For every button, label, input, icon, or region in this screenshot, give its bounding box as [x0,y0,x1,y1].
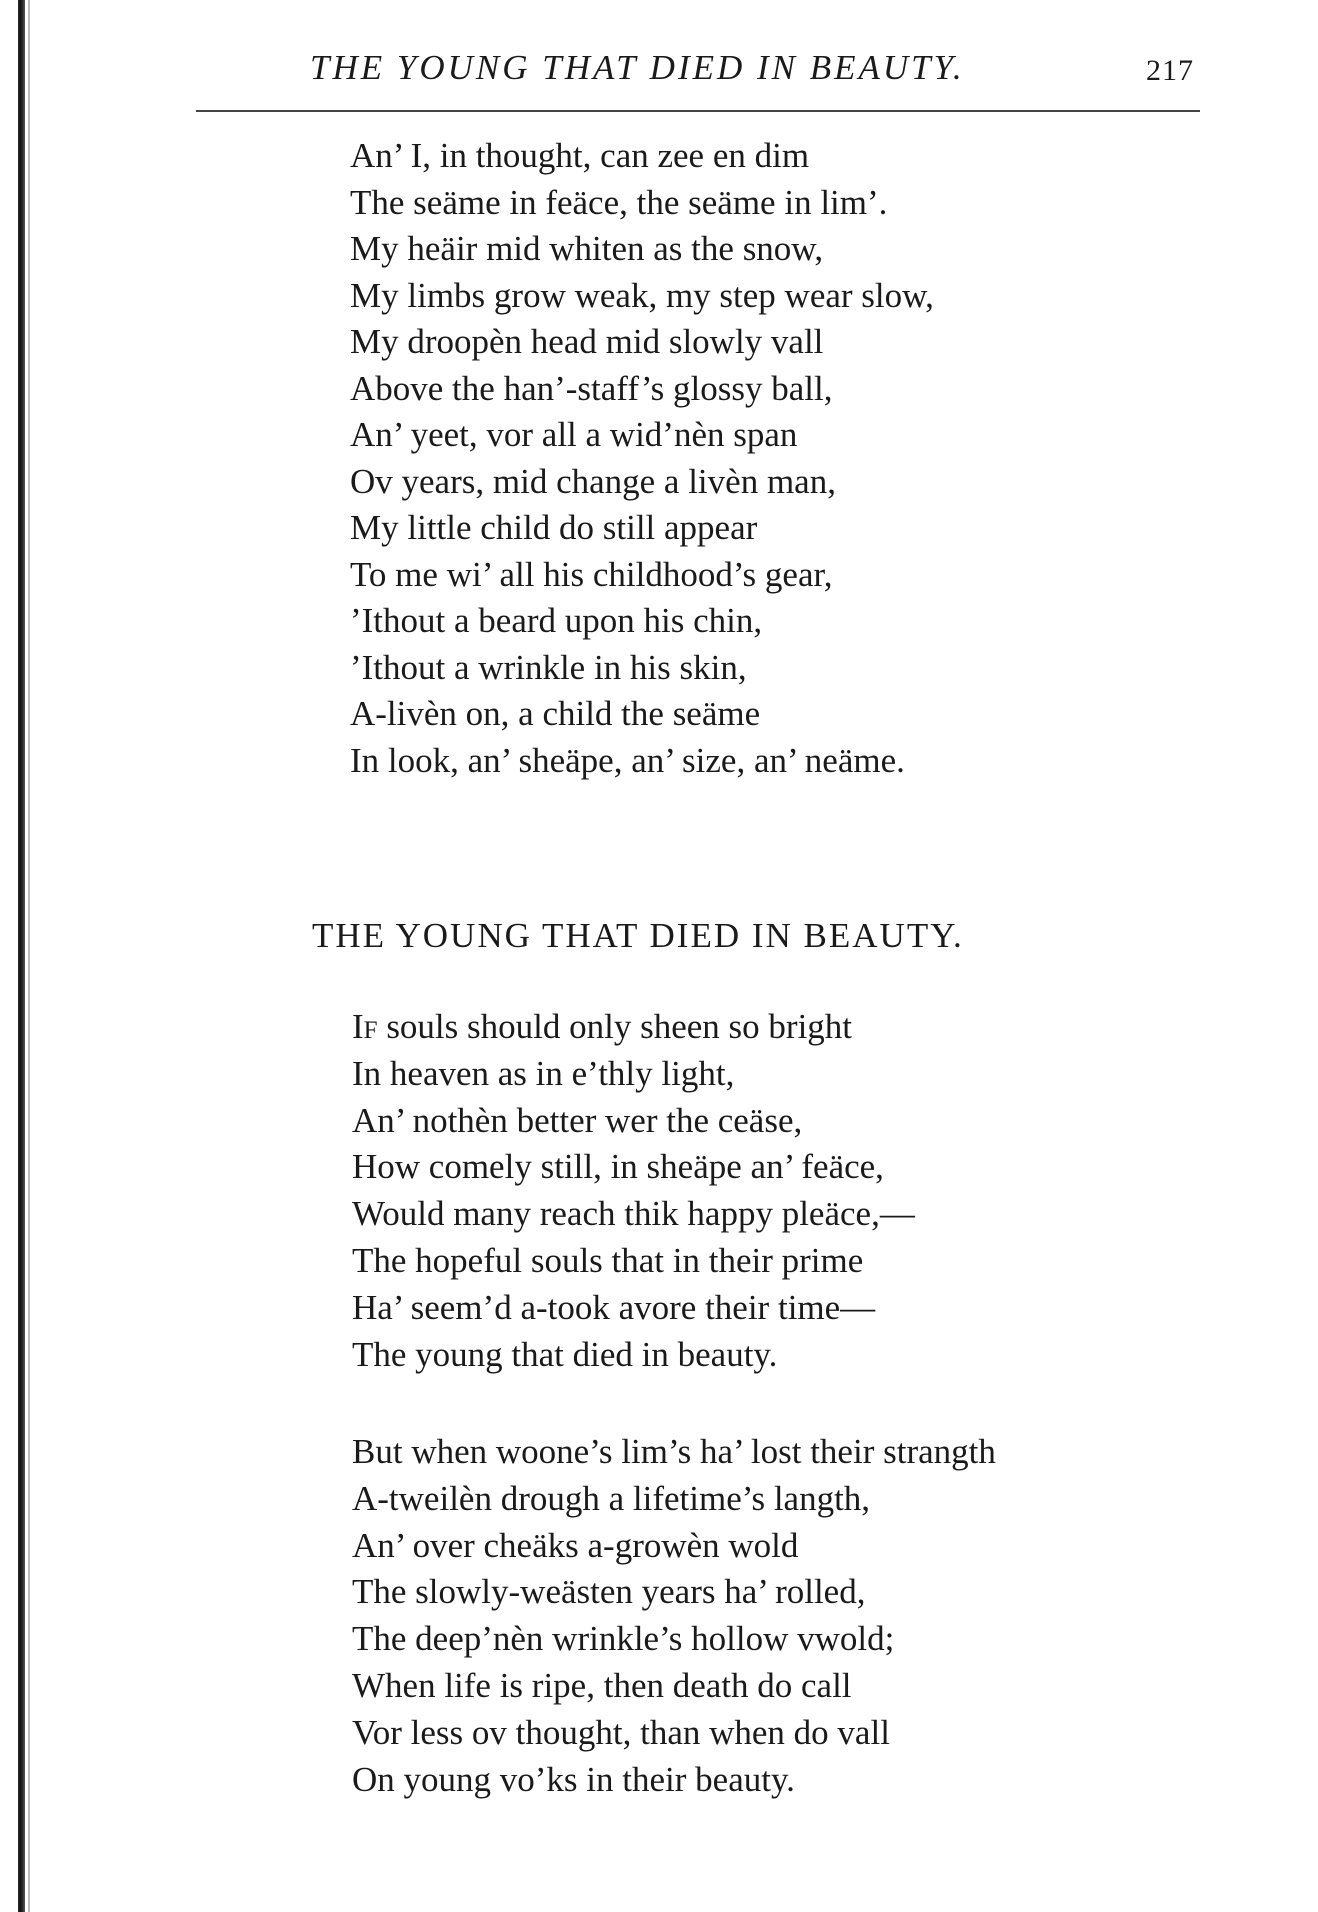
continued-stanza [350,133,934,784]
verse-line: An’ over cheäks a-growèn wold [352,1525,799,1565]
verse-line: When life is ripe, then death do call [352,1665,852,1705]
poem-title: THE YOUNG THAT DIED IN BEAUTY. [312,916,964,955]
verse-line: The hopeful souls that in their prime [352,1240,864,1280]
page-number: 217 [1146,54,1194,87]
verse-line: My heäir mid whiten as the snow, [350,229,824,268]
verse-line: But when woone’s lim’s ha’ lost their strangth [352,1432,996,1471]
verse-line: An’ nothèn better wer the ceäse, [352,1100,803,1140]
verse-line: A-livèn on, a child the seäme [350,694,761,733]
verse-line-first [352,1004,915,1051]
verse-line: Would many reach thik happy pleäce,— [352,1194,915,1234]
verse-line: The deep’nèn wrinkle’s hollow vwold; [352,1619,895,1659]
binding-edge [18,0,25,1912]
verse-line: The slowly-weästen years ha’ rolled, [352,1572,866,1612]
running-title: THE YOUNG THAT DIED IN BEAUTY. [310,48,965,87]
verse-line: To me wi’ all his childhood’s gear, [350,554,833,594]
verse-line: An’ yeet, vor all a wid’nèn span [350,415,798,454]
verse-line: An’ I, in thought, can zee en dim [350,136,810,175]
poem-stanza-1 [352,1004,915,1378]
initial-word: If [352,1007,378,1046]
poem-stanza-2 [352,1429,996,1803]
verse-line: In look, an’ sheäpe, an’ size, an’ neäme. [350,740,905,780]
verse-line: Vor less ov thought, than when do vall [352,1712,890,1752]
verse-line: My little child do still appear [350,508,758,547]
verse-line: How comely still, in sheäpe an’ feäce, [352,1147,884,1187]
verse-line: My limbs grow weak, my step wear slow, [350,275,934,315]
verse-line: My droopèn head mid slowly vall [350,322,824,361]
header-rule [196,110,1200,112]
binding-shadow [28,0,30,1912]
verse-line: The seäme in feäce, the seäme in lim’. [350,182,888,222]
verse-line: ’Ithout a beard upon his chin, [350,601,763,640]
verse-line: ’Ithout a wrinkle in his skin, [350,647,747,687]
verse-line: The young that died in beauty. [352,1334,778,1374]
verse-line: On young vo’ks in their beauty. [352,1759,795,1799]
first-line-rest: souls should only sheen so bright [377,1007,853,1046]
verse-line: A-tweilèn drough a lifetime’s langth, [352,1478,871,1518]
verse-line: Ov years, mid change a livèn man, [350,461,836,501]
verse-line: Above the han’-staff’s glossy ball, [350,368,833,408]
verse-line: Ha’ seem’d a-took avore their time— [352,1287,876,1327]
verse-line: In heaven as in e’thly light, [352,1053,735,1093]
